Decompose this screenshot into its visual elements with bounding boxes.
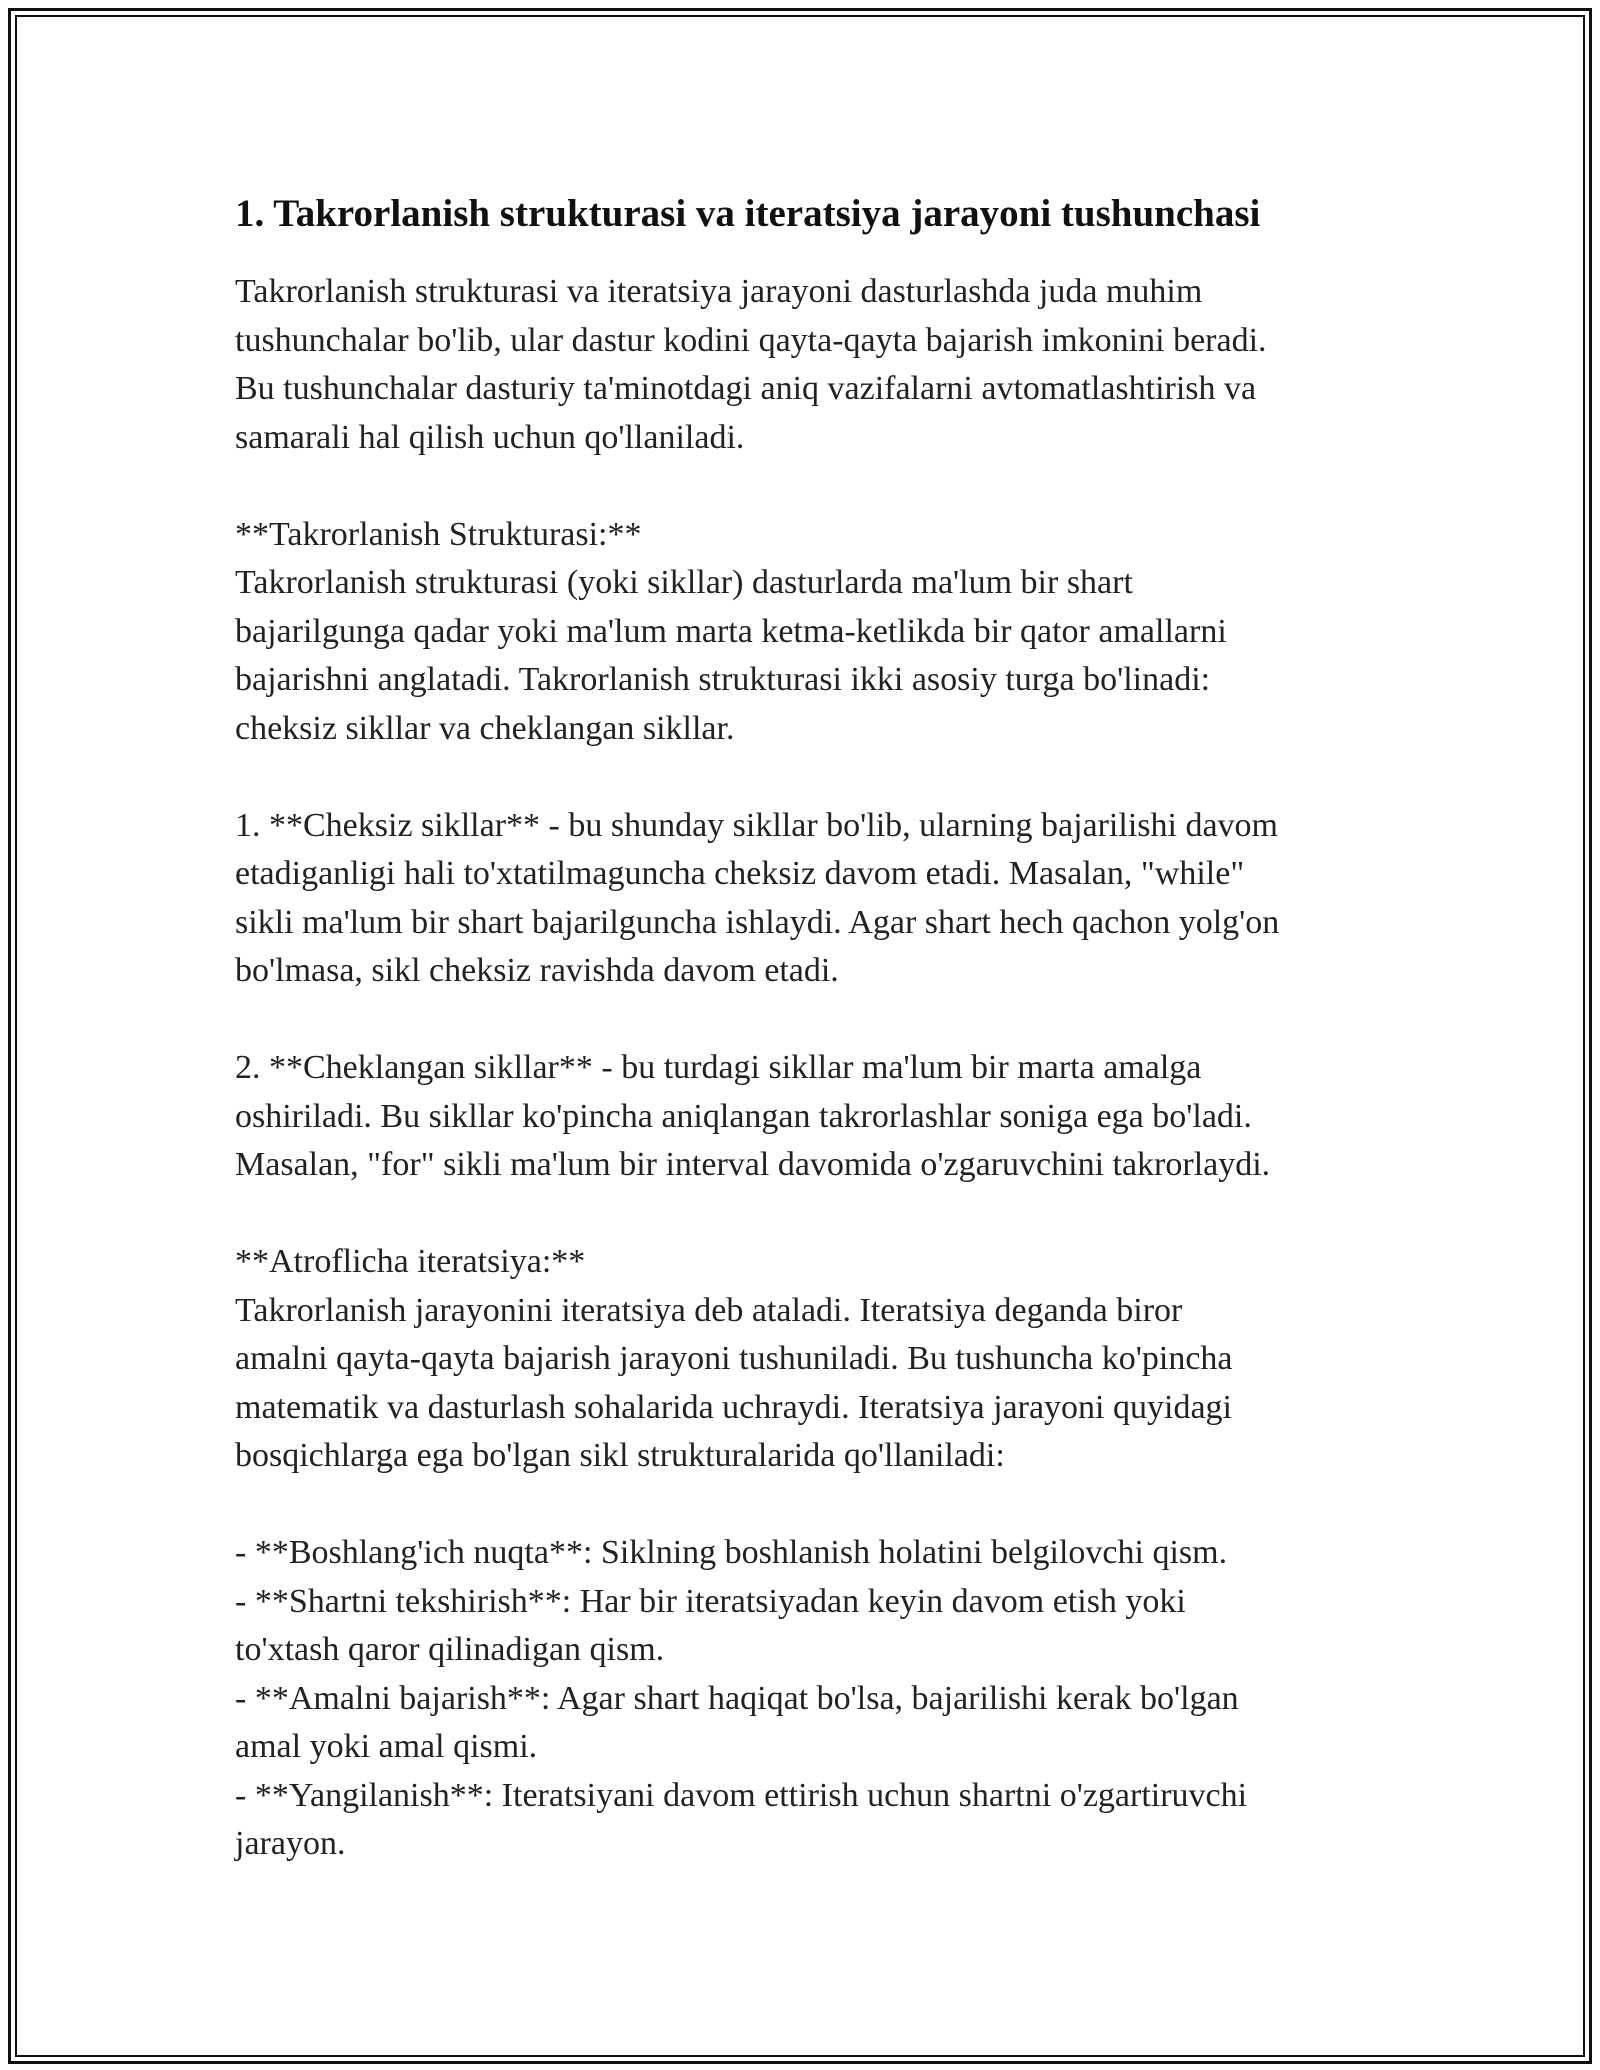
paragraph-gap: [235, 1481, 1395, 1530]
paragraph-gap: [235, 753, 1395, 802]
structure-section: **Takrorlanish Strukturasi:** Takrorlanish strukturasi (yoki sikllar) dasturlarda ma'lum bir shart bajarilgunga qadar yoki ma'lum marta ketma-ketlikda bir qator amallarni bajarishni anglatadi. Takrorlanish strukturasi ikki asosiy turga bo'linadi: cheksiz sikllar va cheklangan sikllar.: [235, 515, 1227, 747]
intro-paragraph: Takrorlanish strukturasi va iteratsiya jarayoni dasturlashda juda muhim tushunchalar bo'lib, ular dastur kodini qayta-qayta bajarish imkonini beradi. Bu tushunchalar dasturiy ta'minotdagi aniq vazifalarni avtomatlashtirish va samarali hal qilish uchun qo'llaniladi.: [235, 273, 1267, 456]
document-body: [235, 188, 1395, 1869]
paragraph-gap: [235, 996, 1395, 1045]
infinite-loops-item: 1. **Cheksiz sikllar** - bu shunday sikllar bo'lib, ularning bajarilishi davom etadiganligi hali to'xtatilmaguncha cheksiz davom etadi. Masalan, "while" sikli ma'lum bir shart bajarilguncha ishlaydi. Agar shart hech qachon yolg'on bo'lmasa, sikl cheksiz ravishda davom etadi.: [235, 806, 1280, 989]
paragraph-gap: [235, 1190, 1395, 1239]
paragraph-gap: [235, 462, 1395, 511]
bounded-loops-item: 2. **Cheklangan sikllar** - bu turdagi sikllar ma'lum bir marta amalga oshiriladi. Bu sikllar ko'pincha aniqlangan takrorlashlar soniga ega bo'ladi. Masalan, "for" sikli ma'lum bir interval davomida o'zgaruvchini takrorlaydi.: [235, 1049, 1271, 1183]
document-title: 1. Takrorlanish strukturasi va iteratsiya jarayoni tushunchasi: [235, 192, 1261, 235]
iteration-steps-list: - **Boshlang'ich nuqta**: Siklning boshlanish holatini belgilovchi qism. - **Shartni tekshirish**: Har bir iteratsiyadan keyin davom etish yoki to'xtash qaror qilinadigan qism. - **Amalni bajarish**: Agar shart haqiqat bo'lsa, bajarilishi kerak bo'lgan amal yoki amal qismi. - **Yangilanish**: Iteratsiyani davom ettirish uchun shartni o'zgartiruvchi jarayon.: [235, 1534, 1248, 1862]
iteration-section: **Atroflicha iteratsiya:** Takrorlanish jarayonini iteratsiya deb ataladi. Iteratsiya deganda biror amalni qayta-qayta bajarish jarayoni tushuniladi. Bu tushuncha ko'pincha matematik va dasturlash sohalarida uchraydi. Iteratsiya jarayoni quyidagi bosqichlarga ega bo'lgan sikl strukturalarida qo'llaniladi:: [235, 1243, 1233, 1474]
